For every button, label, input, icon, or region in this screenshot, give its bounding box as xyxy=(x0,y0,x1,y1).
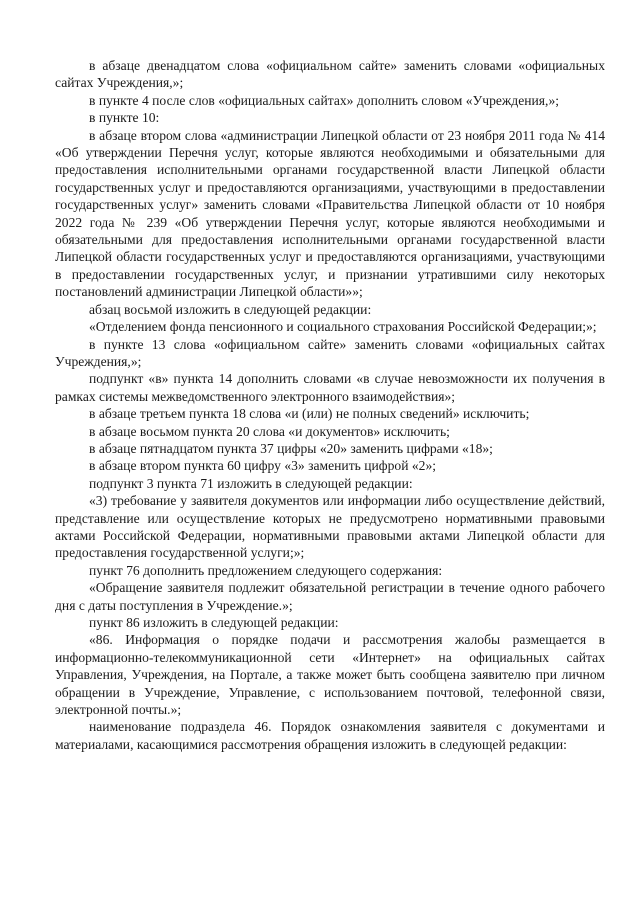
paragraph-7: в пункте 13 слова «официальном сайте» заменить словами «официальных сайтах Учреждения,»; xyxy=(55,336,605,369)
paragraph-2: в пункте 4 после слов «официальных сайтах» дополнить словом «Учреждения,»; xyxy=(89,92,560,108)
paragraph-17: пункт 86 изложить в следующей редакции: xyxy=(89,615,339,630)
paragraph-9: в абзаце третьем пункта 18 слова «и (или) не полных сведений» исключить; xyxy=(89,406,530,422)
paragraph-10: в абзаце восьмом пункта 20 слова «и документов» исключить; xyxy=(89,423,450,439)
document-page xyxy=(55,57,605,753)
paragraph-18: «86. Информация о порядке подачи и рассмотрения жалобы размещается в информационно-телекоммуникационной сети «Интернет» на официальных сайтах Управления, Учреждения, на Портале, а также может быть сообщена заявителю при личном обращении в Учреждение, Управление, с использованием почтовой, телефонной связи, электронной почты.»; xyxy=(55,632,605,718)
paragraph-5: абзац восьмой изложить в следующей редакции: xyxy=(89,301,372,317)
paragraph-13: подпункт 3 пункта 71 изложить в следующей редакции: xyxy=(89,475,413,491)
paragraph-12: в абзаце втором пункта 60 цифру «3» заменить цифрой «2»; xyxy=(89,458,437,474)
paragraph-8: подпункт «в» пункта 14 дополнить словами «в случае невозможности их получения в рамках системы межведомственного электронного взаимодействия»; xyxy=(55,371,605,404)
paragraph-16: «Обращение заявителя подлежит обязательной регистрации в течение одного рабочего дня с даты поступления в Учреждение.»; xyxy=(55,580,605,613)
paragraph-19: наименование подраздела 46. Порядок ознакомления заявителя с документами и материалами, касающимися рассмотрения обращения изложить в следующей редакции: xyxy=(55,719,605,752)
paragraph-3: в пункте 10: xyxy=(89,110,160,126)
paragraph-1: в абзаце двенадцатом слова «официальном сайте» заменить словами «официальных сайтах Учреждения,»; xyxy=(55,58,605,91)
paragraph-6: «Отделением фонда пенсионного и социального страхования Российской Федерации;»; xyxy=(89,319,597,335)
paragraph-11: в абзаце пятнадцатом пункта 37 цифры «20» заменить цифрами «18»; xyxy=(89,440,493,456)
paragraph-4: в абзаце втором слова «администрации Липецкой области от 23 ноября 2011 года № 414 «Об утверждении Перечня услуг, которые являются необходимыми и обязательными для предоставления исполнительными органами государственной власти Липецкой области государственных услуг и предоставляются организациями, участвующими в предоставлении государственных услуг» заменить словами «Правительства Липецкой области от 10 ноября 2022 года № 239 «Об утверждении Перечня услуг, которые являются необходимыми и обязательными для предоставления исполнительными органами государственной власти Липецкой области государственных услуг и предоставляются организациями, участвующими в предоставлении государственных услуг, и признании утратившими силу некоторых постановлений администрации Липецкой области»»; xyxy=(55,127,605,300)
paragraph-14: «3) требование у заявителя документов или информации либо осуществление действий, представление или осуществление которых не предусмотрено нормативными правовыми актами Российской Федерации, нормативными правовыми актами Липецкой области для предоставления государственной услуги;»; xyxy=(55,493,605,561)
paragraph-15: пункт 76 дополнить предложением следующего содержания: xyxy=(89,562,443,578)
